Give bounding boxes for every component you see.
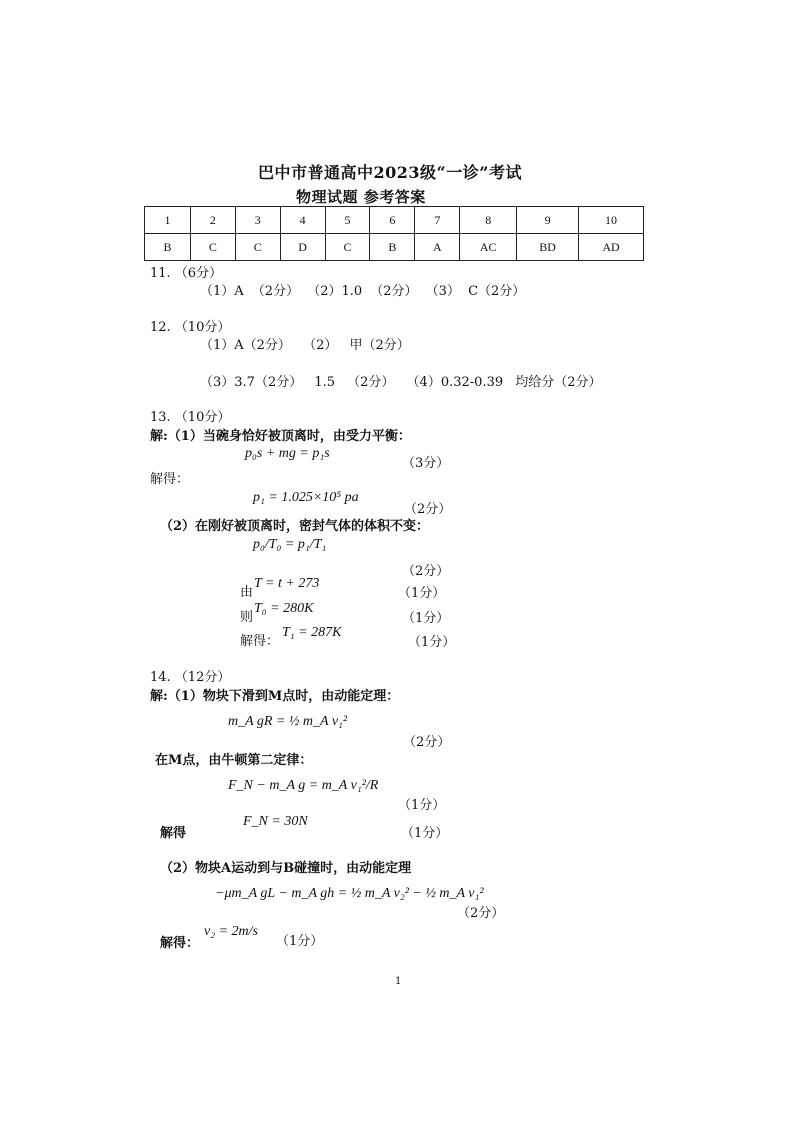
q13-solve2-label: 解得： [240,634,280,649]
q13-score-1: （3分） [402,456,450,471]
question-number: 9 [517,207,579,234]
q13-equation-t0: T₀ = 280K [254,601,314,616]
q14-intro: 解:（1）物块下滑到M点时，由动能定理： [150,689,400,704]
q14-score-2: （1分） [398,798,446,813]
q11-heading: 11. （6分） [150,266,223,281]
question-number: 8 [460,207,517,234]
doc-subtitle: 物理试题 参考答案 [296,188,426,206]
question-number: 6 [370,207,415,234]
q12-answers-line1: （1）A（2分） （2） 甲（2分） [200,338,410,353]
q13-score-3: （2分） [402,564,450,579]
q13-equation-gas-law: p₀/T₀ = p₁/T₁ [253,537,327,552]
q13-equation-t1: T₁ = 287K [282,625,342,640]
answer-cell: AD [579,234,644,261]
question-number: 2 [190,207,235,234]
q13-equation-force-balance: p₀s + mg = p₁s [245,446,330,461]
question-number: 5 [325,207,370,234]
question-number: 3 [235,207,280,234]
answer-table [144,206,644,261]
question-number: 1 [145,207,191,234]
q13-part2: （2）在刚好被顶离时，密封气体的体积不变： [160,519,430,534]
q14-equation-energy-1: m_A gR = ½ m_A v₁² [228,714,348,729]
q13-score-4: （1分） [398,586,446,601]
q14-equation-energy-2: −μm_A gL − m_A gh = ½ m_A v₂² − ½ m_A v₁² [215,886,484,901]
q14-equation-normal-force: F_N = 30N [243,814,308,829]
answer-row [145,234,644,261]
q13-equation-temp-conversion: T = t + 273 [254,576,320,591]
doc-title: 巴中市普通高中2023级“一诊”考试 [258,163,522,182]
q14-score-3: （1分） [401,826,449,841]
q13-solve-label: 解得： [150,472,190,487]
q13-heading: 13. （10分） [150,410,231,425]
answer-cell: B [145,234,191,261]
q14-solve2-label: 解得： [160,936,200,951]
q13-you-label: 由 [240,585,254,600]
answer-cell: D [280,234,325,261]
q11-answers: （1）A （2分） （2）1.0 （2分） （3） C（2分） [200,284,526,299]
q14-equation-newton: F_N − m_A g = m_A v₁²/R [228,778,379,793]
q13-score-2: （2分） [404,502,452,517]
q13-ze-label: 则 [240,610,254,625]
page-number: 1 [395,976,402,987]
question-number: 10 [579,207,644,234]
question-number: 4 [280,207,325,234]
answer-cell: C [190,234,235,261]
q14-equation-v2: v₂ = 2m/s [204,924,258,939]
question-number: 7 [415,207,460,234]
q13-score-6: （1分） [408,635,456,650]
answer-cell: C [325,234,370,261]
q13-score-5: （1分） [402,611,450,626]
q14-score-5: （1分） [276,934,324,949]
q12-heading: 12. （10分） [150,320,231,335]
q14-newton-text: 在M点，由牛顿第二定律： [155,753,313,768]
q14-part2: （2）物块A运动到与B碰撞时，由动能定理 [160,861,412,876]
answer-cell: B [370,234,415,261]
question-number-row [145,207,644,234]
answer-cell: AC [460,234,517,261]
q14-heading: 14. （12分） [150,670,231,685]
answer-cell: C [235,234,280,261]
q14-score-1: （2分） [403,735,451,750]
q13-equation-pressure: p₁ = 1.025×10⁵ pa [253,490,359,505]
q14-score-4: （2分） [457,906,505,921]
q14-solve-label: 解得 [160,826,187,841]
q13-intro: 解:（1）当碗身恰好被顶离时，由受力平衡： [150,429,411,444]
answer-cell: A [415,234,460,261]
answer-cell: BD [517,234,579,261]
q12-answers-line2: （3）3.7（2分） 1.5 （2分） （4）0.32-0.39 均给分（2分） [200,375,602,390]
